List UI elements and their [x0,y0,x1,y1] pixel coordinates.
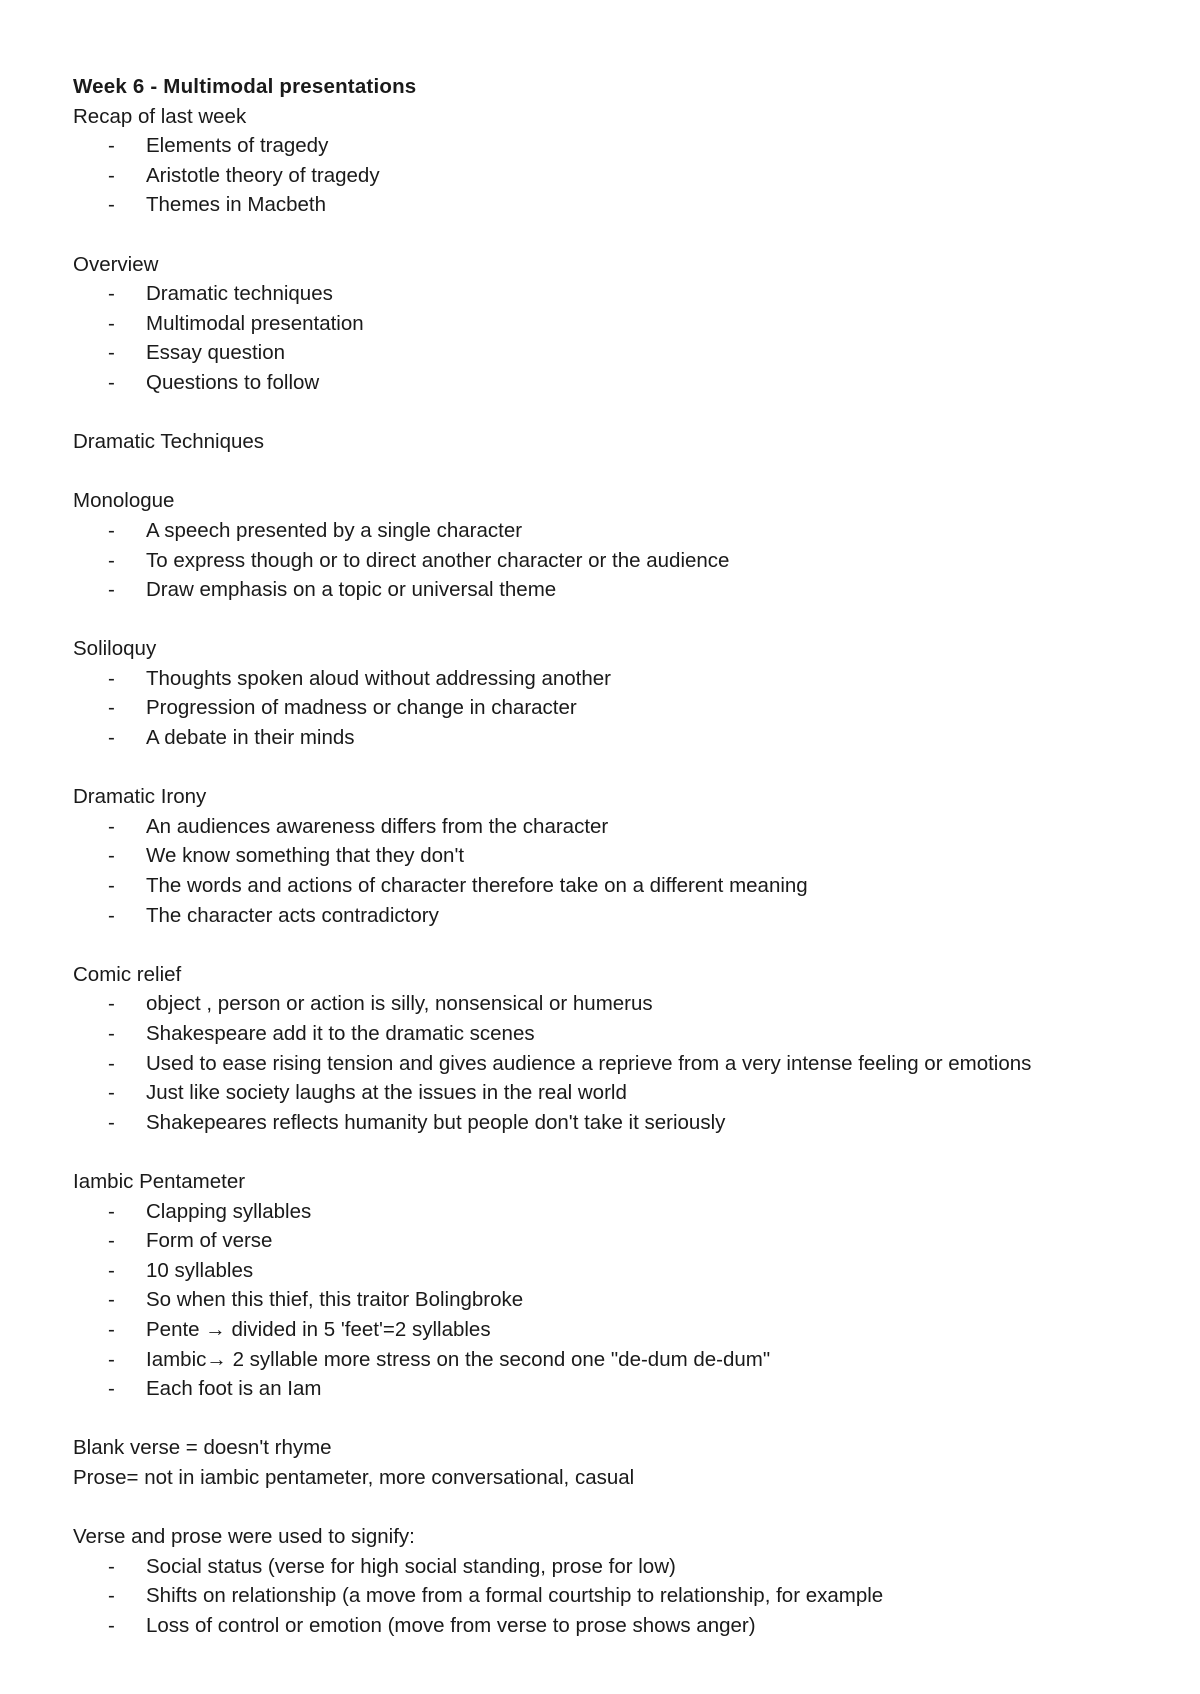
bullet-dash: - [108,844,115,868]
bullet-dash: - [108,518,115,542]
list-item: - Form of verse [73,1226,1160,1256]
bullet-dash: - [108,1081,115,1105]
list-item: - We know something that they don't [73,841,1160,871]
bullet-dash: - [108,1347,115,1371]
list-item: - A speech presented by a single character [73,516,1160,546]
bullet-dash: - [108,548,115,572]
section-heading-overview: Overview [73,252,159,276]
bullet-dash: - [108,193,115,217]
bullet-dash: - [108,1613,115,1637]
bullet-dash: - [108,1199,115,1223]
list-item: - Shifts on relationship (a move from a formal courtship to relationship, for example [73,1581,1160,1611]
bullet-dash: - [108,696,115,720]
list-item: - 10 syllables [73,1256,1160,1286]
bullet-dash: - [108,726,115,750]
list-item: - Pente → divided in 5 'feet'=2 syllables [73,1315,1160,1345]
bullet-dash: - [108,1051,115,1075]
bullet-dash: - [108,903,115,927]
spacer [73,930,1160,960]
list-item: - Thoughts spoken aloud without addressing another [73,664,1160,694]
spacer [73,398,1160,428]
list-item: - An audiences awareness differs from the character [73,812,1160,842]
page-title: Week 6 - Multimodal presentations [73,75,417,98]
spacer [73,753,1160,783]
bullet-dash: - [108,992,115,1016]
bullet-dash: - [108,814,115,838]
list-item: - The character acts contradictory [73,901,1160,931]
list-item: - A debate in their minds [73,723,1160,753]
spacer [73,1404,1160,1434]
list-item: - object , person or action is silly, nonsensical or humerus [73,989,1160,1019]
bullet-dash: - [108,311,115,335]
list-item: - Multimodal presentation [73,309,1160,339]
bullet-dash: - [108,1317,115,1341]
spacer [73,1137,1160,1167]
bullet-dash: - [108,578,115,602]
list-item: - Questions to follow [73,368,1160,398]
section-heading-comic-relief: Comic relief [73,962,182,986]
list-item: - Social status (verse for high social standing, prose for low) [73,1552,1160,1582]
spacer [73,605,1160,635]
list-item: - Aristotle theory of tragedy [73,161,1160,191]
list-item: - Progression of madness or change in character [73,693,1160,723]
bullet-dash: - [108,341,115,365]
bullet-dash: - [108,874,115,898]
bullet-dash: - [108,1554,115,1578]
document-page [73,72,1160,1640]
list-item: - Loss of control or emotion (move from verse to prose shows anger) [73,1611,1160,1641]
bullet-dash: - [108,1258,115,1282]
list-item: - So when this thief, this traitor Bolingbroke [73,1285,1160,1315]
spacer [73,1493,1160,1523]
list-item: - Clapping syllables [73,1197,1160,1227]
list-item: - Just like society laughs at the issues in the real world [73,1078,1160,1108]
section-heading-verse-prose: Verse and prose were used to signify: [73,1525,415,1549]
list-item: - Shakepeares reflects humanity but people don't take it seriously [73,1108,1160,1138]
list-item: - Each foot is an Iam [73,1374,1160,1404]
bullet-dash: - [108,282,115,306]
list-item: - To express though or to direct another character or the audience [73,546,1160,576]
list-item: - Iambic→ 2 syllable more stress on the second one "de-dum de-dum" [73,1345,1160,1375]
blank-verse-definition: Blank verse = doesn't rhyme [73,1436,332,1460]
section-heading-recap: Recap of last week [73,104,247,128]
list-item: - The words and actions of character therefore take on a different meaning [73,871,1160,901]
list-item: - Themes in Macbeth [73,190,1160,220]
bullet-dash: - [108,1110,115,1134]
list-item: - Essay question [73,338,1160,368]
section-heading-soliloquy: Soliloquy [73,637,157,661]
bullet-dash: - [108,1377,115,1401]
list-item: - Shakespeare add it to the dramatic scenes [73,1019,1160,1049]
list-item: - Used to ease rising tension and gives audience a reprieve from a very intense feeling or emotions [73,1049,1160,1079]
section-heading-dramatic-irony: Dramatic Irony [73,785,207,809]
bullet-dash: - [108,1288,115,1312]
spacer [73,457,1160,487]
bullet-dash: - [108,666,115,690]
bullet-dash: - [108,134,115,158]
section-heading-monologue: Monologue [73,489,175,513]
bullet-dash: - [108,370,115,394]
list-item: - Dramatic techniques [73,279,1160,309]
prose-definition: Prose= not in iambic pentameter, more conversational, casual [73,1465,635,1489]
bullet-dash: - [108,163,115,187]
bullet-dash: - [108,1229,115,1253]
bullet-dash: - [108,1584,115,1608]
spacer [73,220,1160,250]
bullet-dash: - [108,1022,115,1045]
section-heading-iambic-pentameter: Iambic Pentameter [73,1169,246,1193]
list-item: - Elements of tragedy [73,131,1160,161]
list-item: - Draw emphasis on a topic or universal theme [73,575,1160,605]
section-heading-dramatic-techniques: Dramatic Techniques [73,430,265,454]
